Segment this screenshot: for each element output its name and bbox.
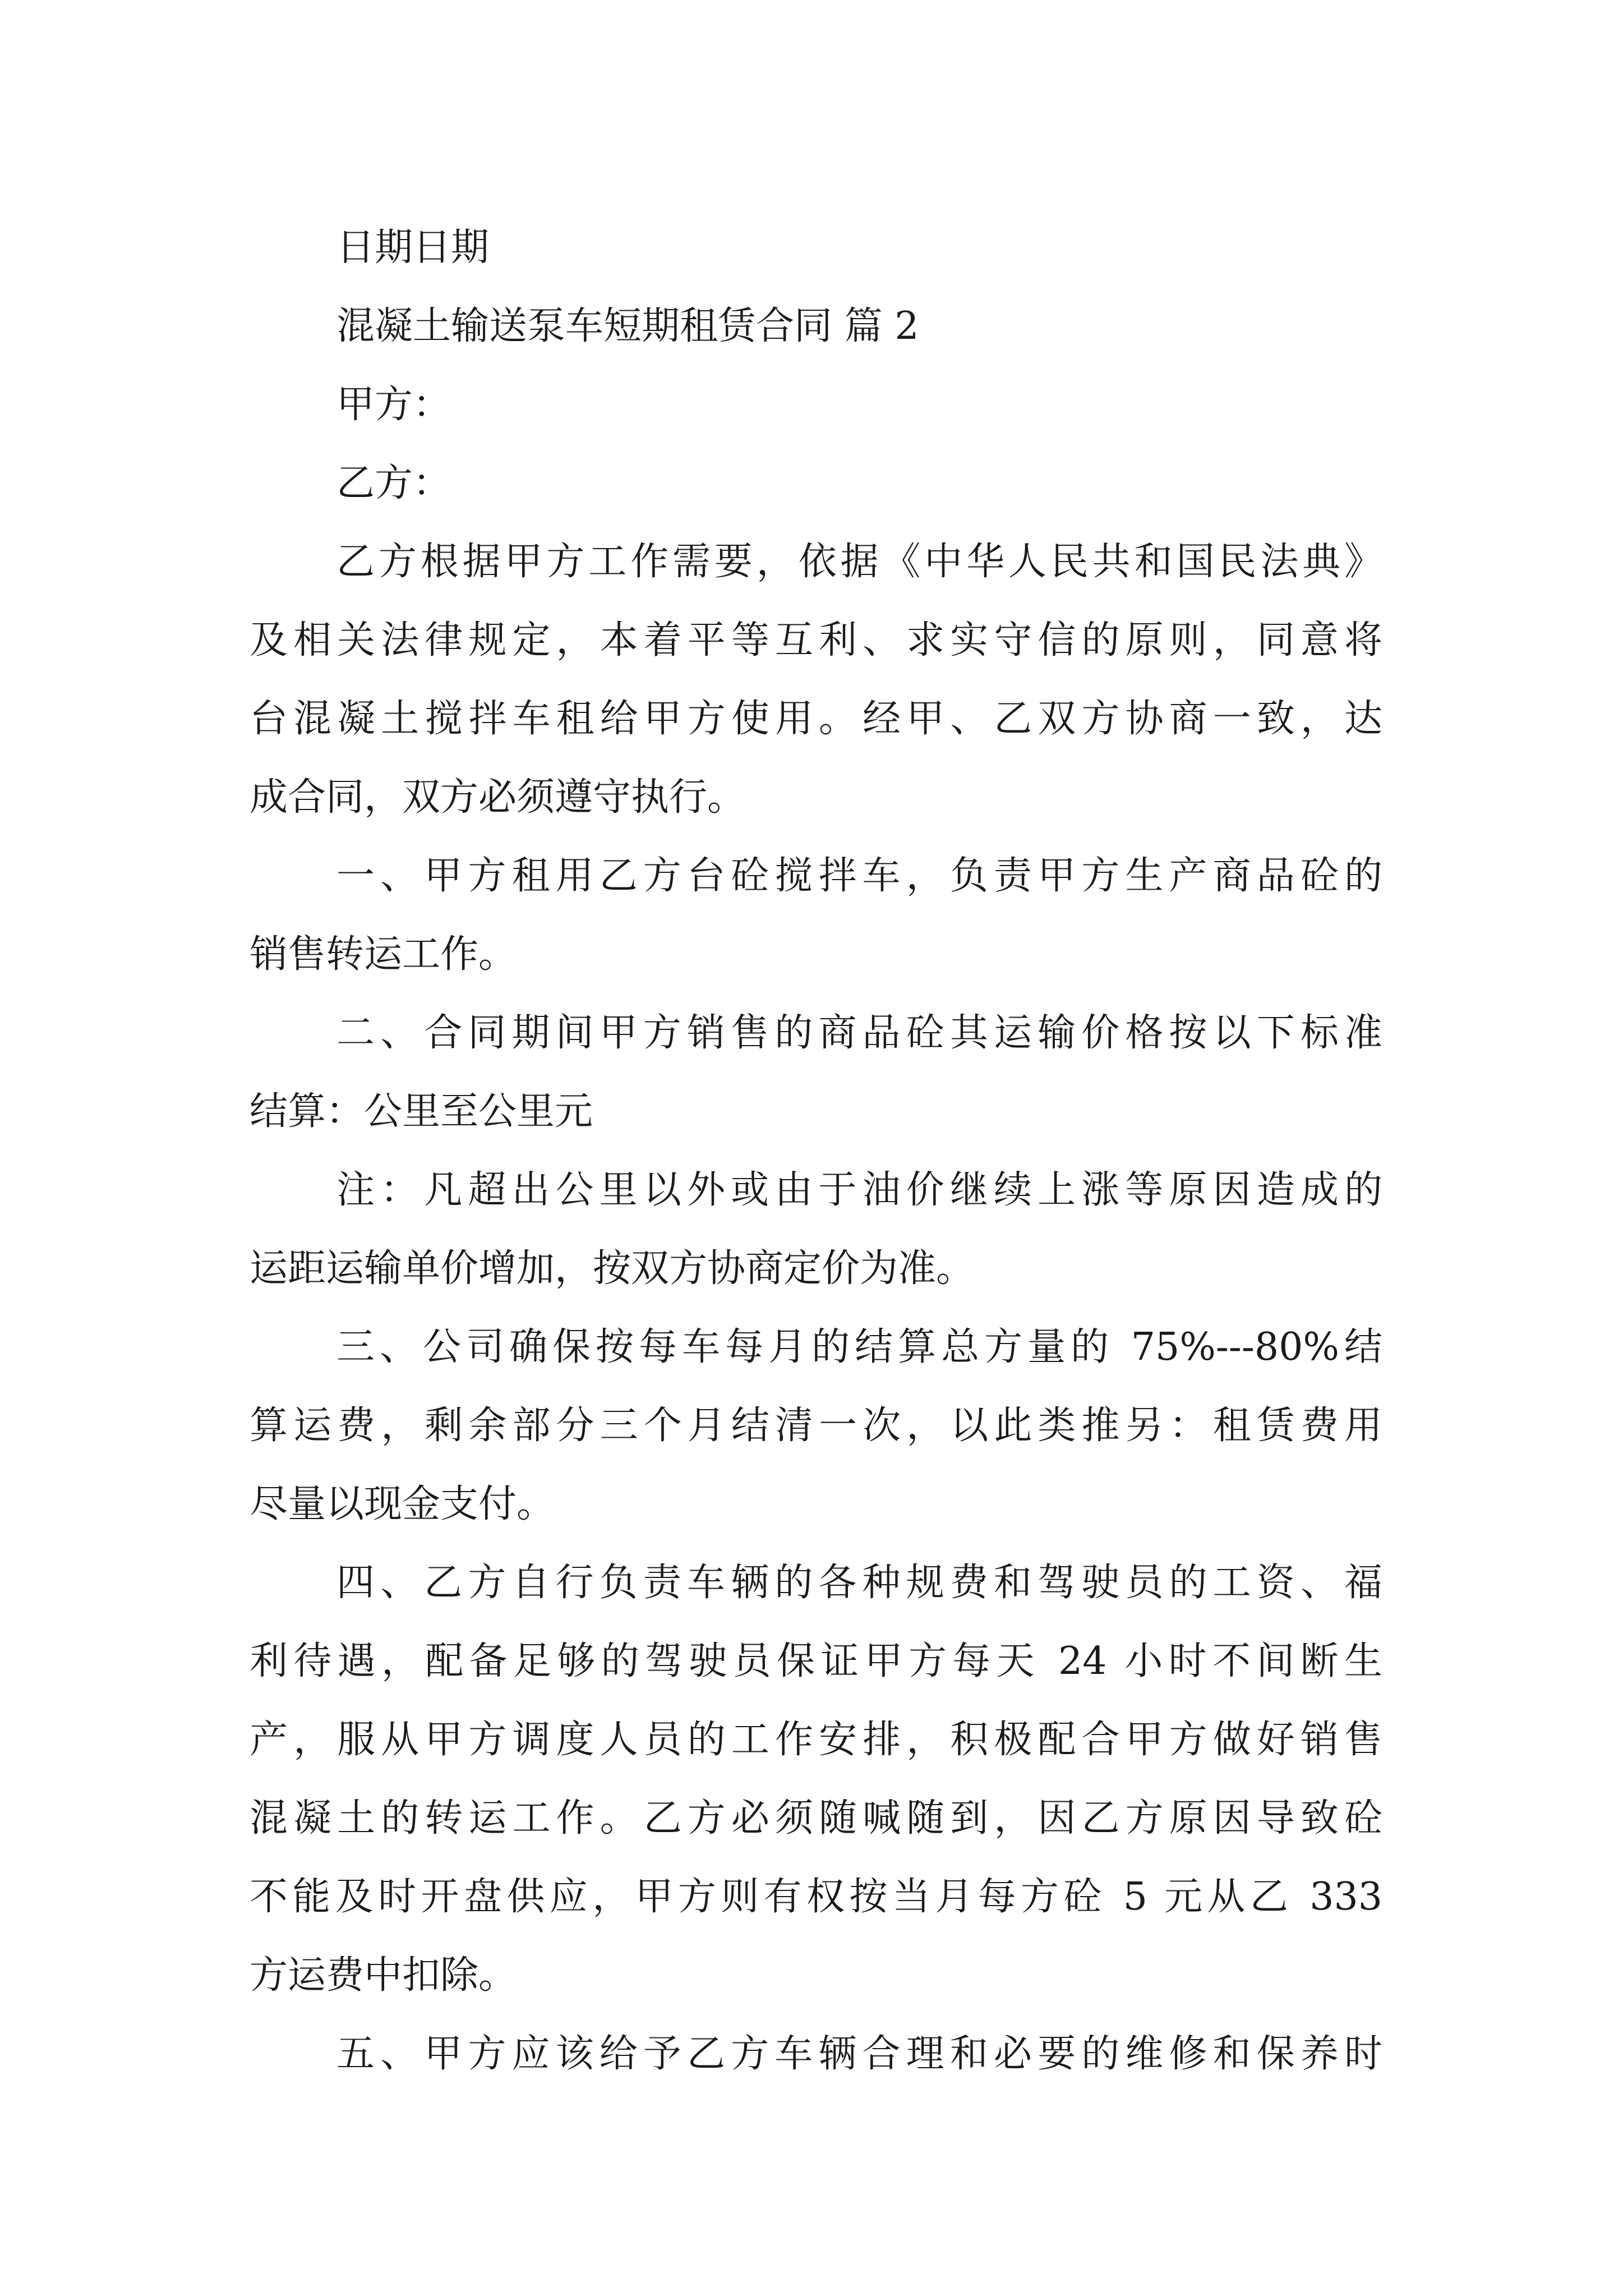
text-line: 产，服从甲方调度人员的工作安排，积极配合甲方做好销售 [250, 1718, 1382, 1762]
text-line: 不能及时开盘供应，甲方则有权按当月每方砼 5 元从乙 333 [250, 1875, 1382, 1919]
contract-title [250, 287, 1382, 366]
text-line: 方运费中扣除。 [250, 1953, 517, 1998]
text-line: 四、乙方自行负责车辆的各种规费和驾驶员的工资、福 [336, 1561, 1382, 1605]
document-body [250, 209, 1382, 2093]
text-line: 三、公司确保按每车每月的结算总方量的 75%---80%结 [336, 1325, 1382, 1369]
text-line: 混凝土输送泵车短期租赁合同 篇 2 [336, 304, 919, 348]
text-line: 一、甲方租用乙方台砼搅拌车，负责甲方生产商品砼的 [336, 854, 1382, 898]
text-line: 成合同，双方必须遵守执行。 [250, 775, 746, 820]
clause-3 [250, 1308, 1382, 1544]
text-line: 五、甲方应该给予乙方车辆合理和必要的维修和保养时 [336, 2032, 1382, 2076]
text-line: 及相关法律规定，本着平等互利、求实守信的原则，同意将 [250, 618, 1382, 662]
text-line: 混凝土的转运工作。乙方必须随喊随到，因乙方原因导致砼 [250, 1796, 1382, 1841]
text-line: 台混凝土搅拌车租给甲方使用。经甲、乙双方协商一致，达 [250, 697, 1382, 741]
note-paragraph [250, 1151, 1382, 1308]
text-line: 算运费，剩余部分三个月结清一次，以此类推另：租赁费用 [250, 1404, 1382, 1448]
text-line: 二、合同期间甲方销售的商品砼其运输价格按以下标准 [336, 1011, 1382, 1055]
party-a-line [250, 366, 1382, 444]
clause-2 [250, 994, 1382, 1151]
text-line: 日期日期 [336, 226, 490, 270]
clause-5 [250, 2015, 1382, 2093]
text-line: 乙方根据甲方工作需要，依据《中华人民共和国民法典》 [336, 540, 1382, 584]
clause-1 [250, 837, 1382, 994]
party-b-line [250, 444, 1382, 523]
text-line: 甲方： [336, 383, 451, 427]
date-line [250, 209, 1382, 287]
text-line: 结算：公里至公里元 [250, 1089, 593, 1134]
text-line: 利待遇，配备足够的驾驶员保证甲方每天 24 小时不间断生 [250, 1639, 1382, 1683]
preamble-paragraph [250, 523, 1382, 837]
text-line: 尽量以现金支付。 [250, 1482, 555, 1526]
text-line: 注：凡超出公里以外或由于油价继续上涨等原因造成的 [336, 1168, 1382, 1212]
text-line: 销售转运工作。 [250, 932, 517, 977]
text-line: 乙方： [336, 461, 451, 505]
text-line: 运距运输单价增加，按双方协商定价为准。 [250, 1246, 975, 1291]
clause-4 [250, 1544, 1382, 2015]
